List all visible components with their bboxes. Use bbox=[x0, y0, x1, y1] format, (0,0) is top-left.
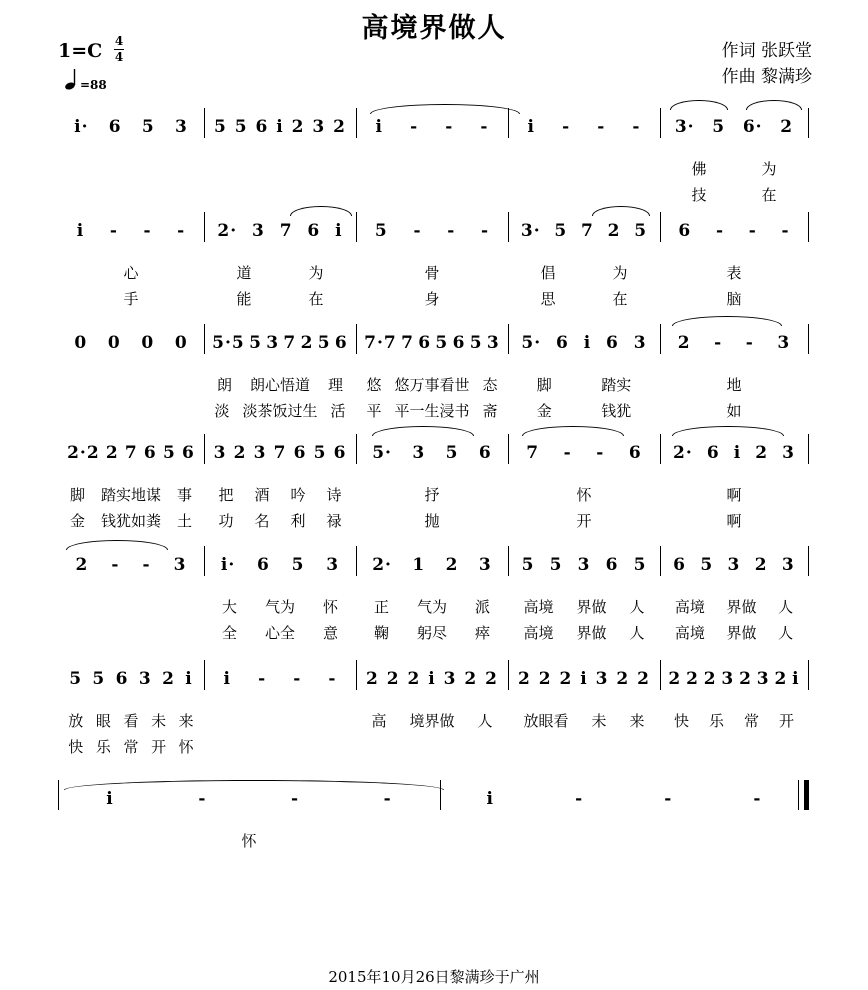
lyric-2: 啊 bbox=[726, 512, 742, 530]
time-signature-top: 4 bbox=[114, 34, 124, 48]
measure: 2· 1 2 3 bbox=[372, 555, 492, 575]
measure: 5 - - - bbox=[374, 221, 490, 241]
lyric-2: 手 bbox=[123, 290, 139, 308]
lyric-2: 快 乐 常 开 怀 bbox=[68, 738, 194, 756]
measure: i - - - bbox=[223, 669, 337, 689]
lyric-2: 抛 bbox=[424, 512, 440, 530]
measure: 2· 3 7 6 i bbox=[217, 221, 343, 241]
lyric-1: 骨 bbox=[424, 264, 440, 282]
lyric-1: 佛 为 bbox=[691, 160, 777, 178]
bar-line bbox=[808, 660, 809, 690]
bar-line bbox=[356, 108, 357, 138]
measure: 3· 5 7 2 5 bbox=[520, 221, 648, 241]
slur bbox=[290, 206, 352, 216]
bar-line bbox=[204, 546, 205, 576]
measure: 6 5 3 2 3 bbox=[673, 555, 795, 575]
measure: 0 0 0 0 bbox=[74, 333, 188, 353]
bar-line bbox=[204, 324, 205, 354]
lyric-1: 高 境界做 人 bbox=[371, 712, 493, 730]
bar-line bbox=[660, 434, 661, 464]
lyric-1: 怀 bbox=[241, 832, 257, 850]
slur bbox=[522, 426, 624, 436]
lyric-2: 脑 bbox=[726, 290, 742, 308]
slur bbox=[670, 100, 728, 110]
lyric-2: 如 bbox=[726, 402, 742, 420]
bar-line bbox=[660, 546, 661, 576]
lyric-1: 倡 为 bbox=[540, 264, 628, 282]
composer-credit: 作曲 黎满珍 bbox=[721, 67, 812, 87]
measure: 5 5 6 i 2 3 2 bbox=[213, 117, 347, 137]
lyric-2: 金 钱犹如粪 土 bbox=[69, 512, 192, 530]
slur bbox=[372, 426, 474, 436]
bar-line bbox=[508, 660, 509, 690]
bar-line bbox=[204, 434, 205, 464]
lyric-1: 高境 界做 人 bbox=[523, 598, 645, 616]
bar-line bbox=[660, 212, 661, 242]
lyric-1: 快 乐 常 开 bbox=[673, 712, 794, 730]
measure: 5 5 3 6 5 bbox=[521, 555, 647, 575]
lyric-1: 地 bbox=[726, 376, 742, 394]
measure: 3· 5 6· 2 bbox=[674, 117, 794, 137]
time-signature-bottom: 4 bbox=[114, 50, 124, 64]
final-bar-thin-line bbox=[798, 780, 799, 810]
lyric-1: 道 为 bbox=[236, 264, 324, 282]
bar-line bbox=[356, 546, 357, 576]
lyric-1: 怀 bbox=[576, 486, 592, 504]
bar-line bbox=[660, 108, 661, 138]
lyric-2: 金 钱犹 bbox=[536, 402, 632, 420]
slur bbox=[370, 104, 520, 114]
lyric-1: 把 酒 吟 诗 bbox=[218, 486, 342, 504]
lyric-1: 脚 踏实 bbox=[536, 376, 632, 394]
lyric-1: 抒 bbox=[424, 486, 440, 504]
bar-line bbox=[204, 660, 205, 690]
measure: 5·5 5 3 7 2 5 6 bbox=[212, 333, 348, 353]
slur bbox=[592, 206, 650, 216]
measure: i· 6 5 3 bbox=[74, 117, 188, 137]
bar-line bbox=[440, 780, 441, 810]
measure: 2 2 2 i 3 2 2 bbox=[365, 669, 499, 689]
lyric-2: 鞠 躬尽 瘁 bbox=[373, 624, 490, 642]
slur bbox=[672, 316, 782, 326]
footer-date: 2015年10月26日黎满珍于广州 bbox=[328, 968, 540, 986]
slur bbox=[64, 780, 444, 790]
lyric-1: 放 眼 看 未 来 bbox=[68, 712, 194, 730]
measure: i - - - bbox=[76, 221, 186, 241]
measure: 7·7 7 6 5 6 5 3 bbox=[364, 333, 500, 353]
measure: 3 2 3 7 6 5 6 bbox=[213, 443, 347, 463]
bar-line bbox=[508, 324, 509, 354]
bar-line bbox=[356, 660, 357, 690]
lyric-2: 淡 淡茶饭过生 活 bbox=[214, 402, 346, 420]
bar-line bbox=[808, 212, 809, 242]
measure: 2· 6 i 2 3 bbox=[673, 443, 795, 463]
lyric-2: 身 bbox=[424, 290, 440, 308]
time-signature bbox=[112, 34, 126, 65]
bar-line bbox=[508, 212, 509, 242]
slur bbox=[66, 540, 168, 550]
bar-line bbox=[660, 324, 661, 354]
measure: 5 5 6 3 2 i bbox=[69, 669, 193, 689]
lyric-2: 高境 界做 人 bbox=[674, 624, 794, 642]
measure: 6 - - - bbox=[678, 221, 790, 241]
measure: 2 - - 3 bbox=[677, 333, 791, 353]
lyric-2: 高境 界做 人 bbox=[523, 624, 645, 642]
tempo-value: =88 bbox=[80, 78, 107, 92]
bar-line bbox=[808, 546, 809, 576]
bar-line bbox=[58, 780, 59, 810]
bar-line bbox=[508, 546, 509, 576]
key-signature: 1=C bbox=[58, 40, 103, 62]
lyric-2: 全 心全 意 bbox=[221, 624, 338, 642]
measure: 7 - - 6 bbox=[526, 443, 642, 463]
lyric-1: 脚 踏实地谋 事 bbox=[69, 486, 192, 504]
lyric-1: 高境 界做 人 bbox=[674, 598, 794, 616]
measure: 2·2 2 7 6 5 6 bbox=[67, 443, 195, 463]
lyric-1: 朗 朗心悟道 理 bbox=[216, 376, 343, 394]
measure: 2 2 2 3 2 3 2 i bbox=[668, 669, 800, 689]
measure: 2 - - 3 bbox=[75, 555, 187, 575]
lyric-1: 悠 悠万事看世 态 bbox=[366, 376, 498, 394]
bar-line bbox=[808, 434, 809, 464]
lyricist-credit: 作词 张跃堂 bbox=[721, 41, 812, 61]
bar-line bbox=[356, 324, 357, 354]
slur bbox=[746, 100, 802, 110]
bar-line bbox=[508, 434, 509, 464]
bar-line bbox=[808, 108, 809, 138]
measure: i - - - bbox=[375, 117, 489, 137]
song-title: 高境界做人 bbox=[361, 13, 507, 44]
lyric-2: 技 在 bbox=[691, 186, 777, 204]
measure: i - - - bbox=[527, 117, 641, 137]
measure: i - - - bbox=[486, 789, 762, 809]
bar-line bbox=[808, 780, 809, 810]
bar-line bbox=[660, 660, 661, 690]
lyric-2: 平 平一生浸书 斋 bbox=[366, 402, 498, 420]
bar-line bbox=[204, 212, 205, 242]
measure: 5· 6 i 6 3 bbox=[521, 333, 647, 353]
slur bbox=[672, 426, 784, 436]
lyric-1: 放眼看 未 来 bbox=[523, 712, 645, 730]
lyric-1: 正 气为 派 bbox=[373, 598, 490, 616]
lyric-2: 功 名 利 禄 bbox=[218, 512, 342, 530]
measure: i· 6 5 3 bbox=[220, 555, 340, 575]
final-bar-line bbox=[804, 780, 808, 810]
bar-line bbox=[808, 324, 809, 354]
measure: 5· 3 5 6 bbox=[372, 443, 492, 463]
bar-line bbox=[204, 108, 205, 138]
lyric-2: 开 bbox=[576, 512, 592, 530]
lyric-1: 啊 bbox=[726, 486, 742, 504]
lyric-1: 心 bbox=[123, 264, 139, 282]
lyric-1: 大 气为 怀 bbox=[221, 598, 338, 616]
lyric-2: 能 在 bbox=[236, 290, 324, 308]
bar-line bbox=[356, 212, 357, 242]
lyric-2: 思 在 bbox=[540, 290, 628, 308]
measure: i - - - bbox=[106, 789, 392, 809]
measure: 2 2 2 i 3 2 2 bbox=[517, 669, 651, 689]
lyric-1: 表 bbox=[726, 264, 742, 282]
bar-line bbox=[356, 434, 357, 464]
